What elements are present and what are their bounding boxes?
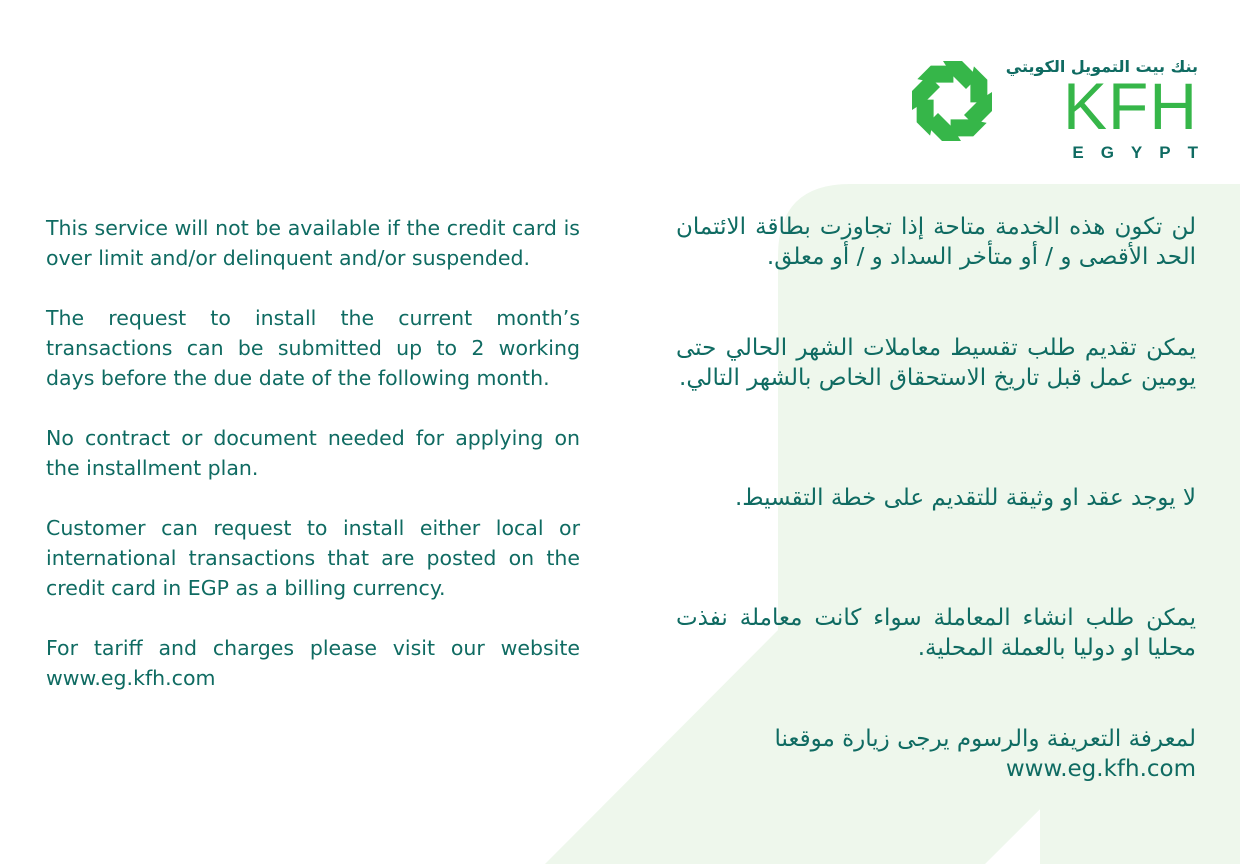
arabic-website: www.eg.kfh.com (1005, 756, 1196, 782)
english-paragraph-1: This service will not be available if the credit card is over limit and/or delinquent and/or suspended. (46, 216, 580, 270)
logo-arabic-name: بنك بيت التمويل الكويتي (1005, 57, 1198, 76)
kfh-logo (906, 55, 1215, 165)
english-paragraph-4: Customer can request to install either local or international transactions that are posted on the credit card in EGP as a billing currency. (46, 516, 580, 600)
logo-brand: KFH (1063, 69, 1198, 143)
arabic-paragraph-3: لا يوجد عقد او وثيقة للتقديم على خطة التقسيط. (735, 485, 1196, 511)
english-column (46, 213, 580, 723)
arabic-paragraph-5: لمعرفة التعريفة والرسوم يرجى زيارة موقعنا (774, 726, 1196, 752)
english-paragraph-5: For tariff and charges please visit our website www.eg.kfh.com (46, 636, 580, 690)
english-paragraph-2: The request to install the current month’s transactions can be submitted up to 2 working days before the due date of the following month. (46, 306, 580, 390)
logo-country: EGYPT (1072, 143, 1215, 162)
arabic-paragraph-4: يمكن طلب انشاء المعاملة سواء كانت معاملة نفذت محليا او دوليا بالعملة المحلية. (676, 605, 1196, 661)
arabic-paragraph-2: يمكن تقديم طلب تقسيط معاملات الشهر الحالي حتى يومين عمل قبل تاريخ الاستحقاق الخاص بالشهر التالي. (676, 335, 1196, 391)
arabic-paragraph-1: لن تكون هذه الخدمة متاحة إذا تجاوزت بطاقة الائتمان الحد الأقصى و / أو متأخر السداد و / أو معلق. (676, 214, 1196, 270)
english-paragraph-3: No contract or document needed for applying on the installment plan. (46, 426, 580, 480)
kfh-star-icon (906, 55, 998, 147)
